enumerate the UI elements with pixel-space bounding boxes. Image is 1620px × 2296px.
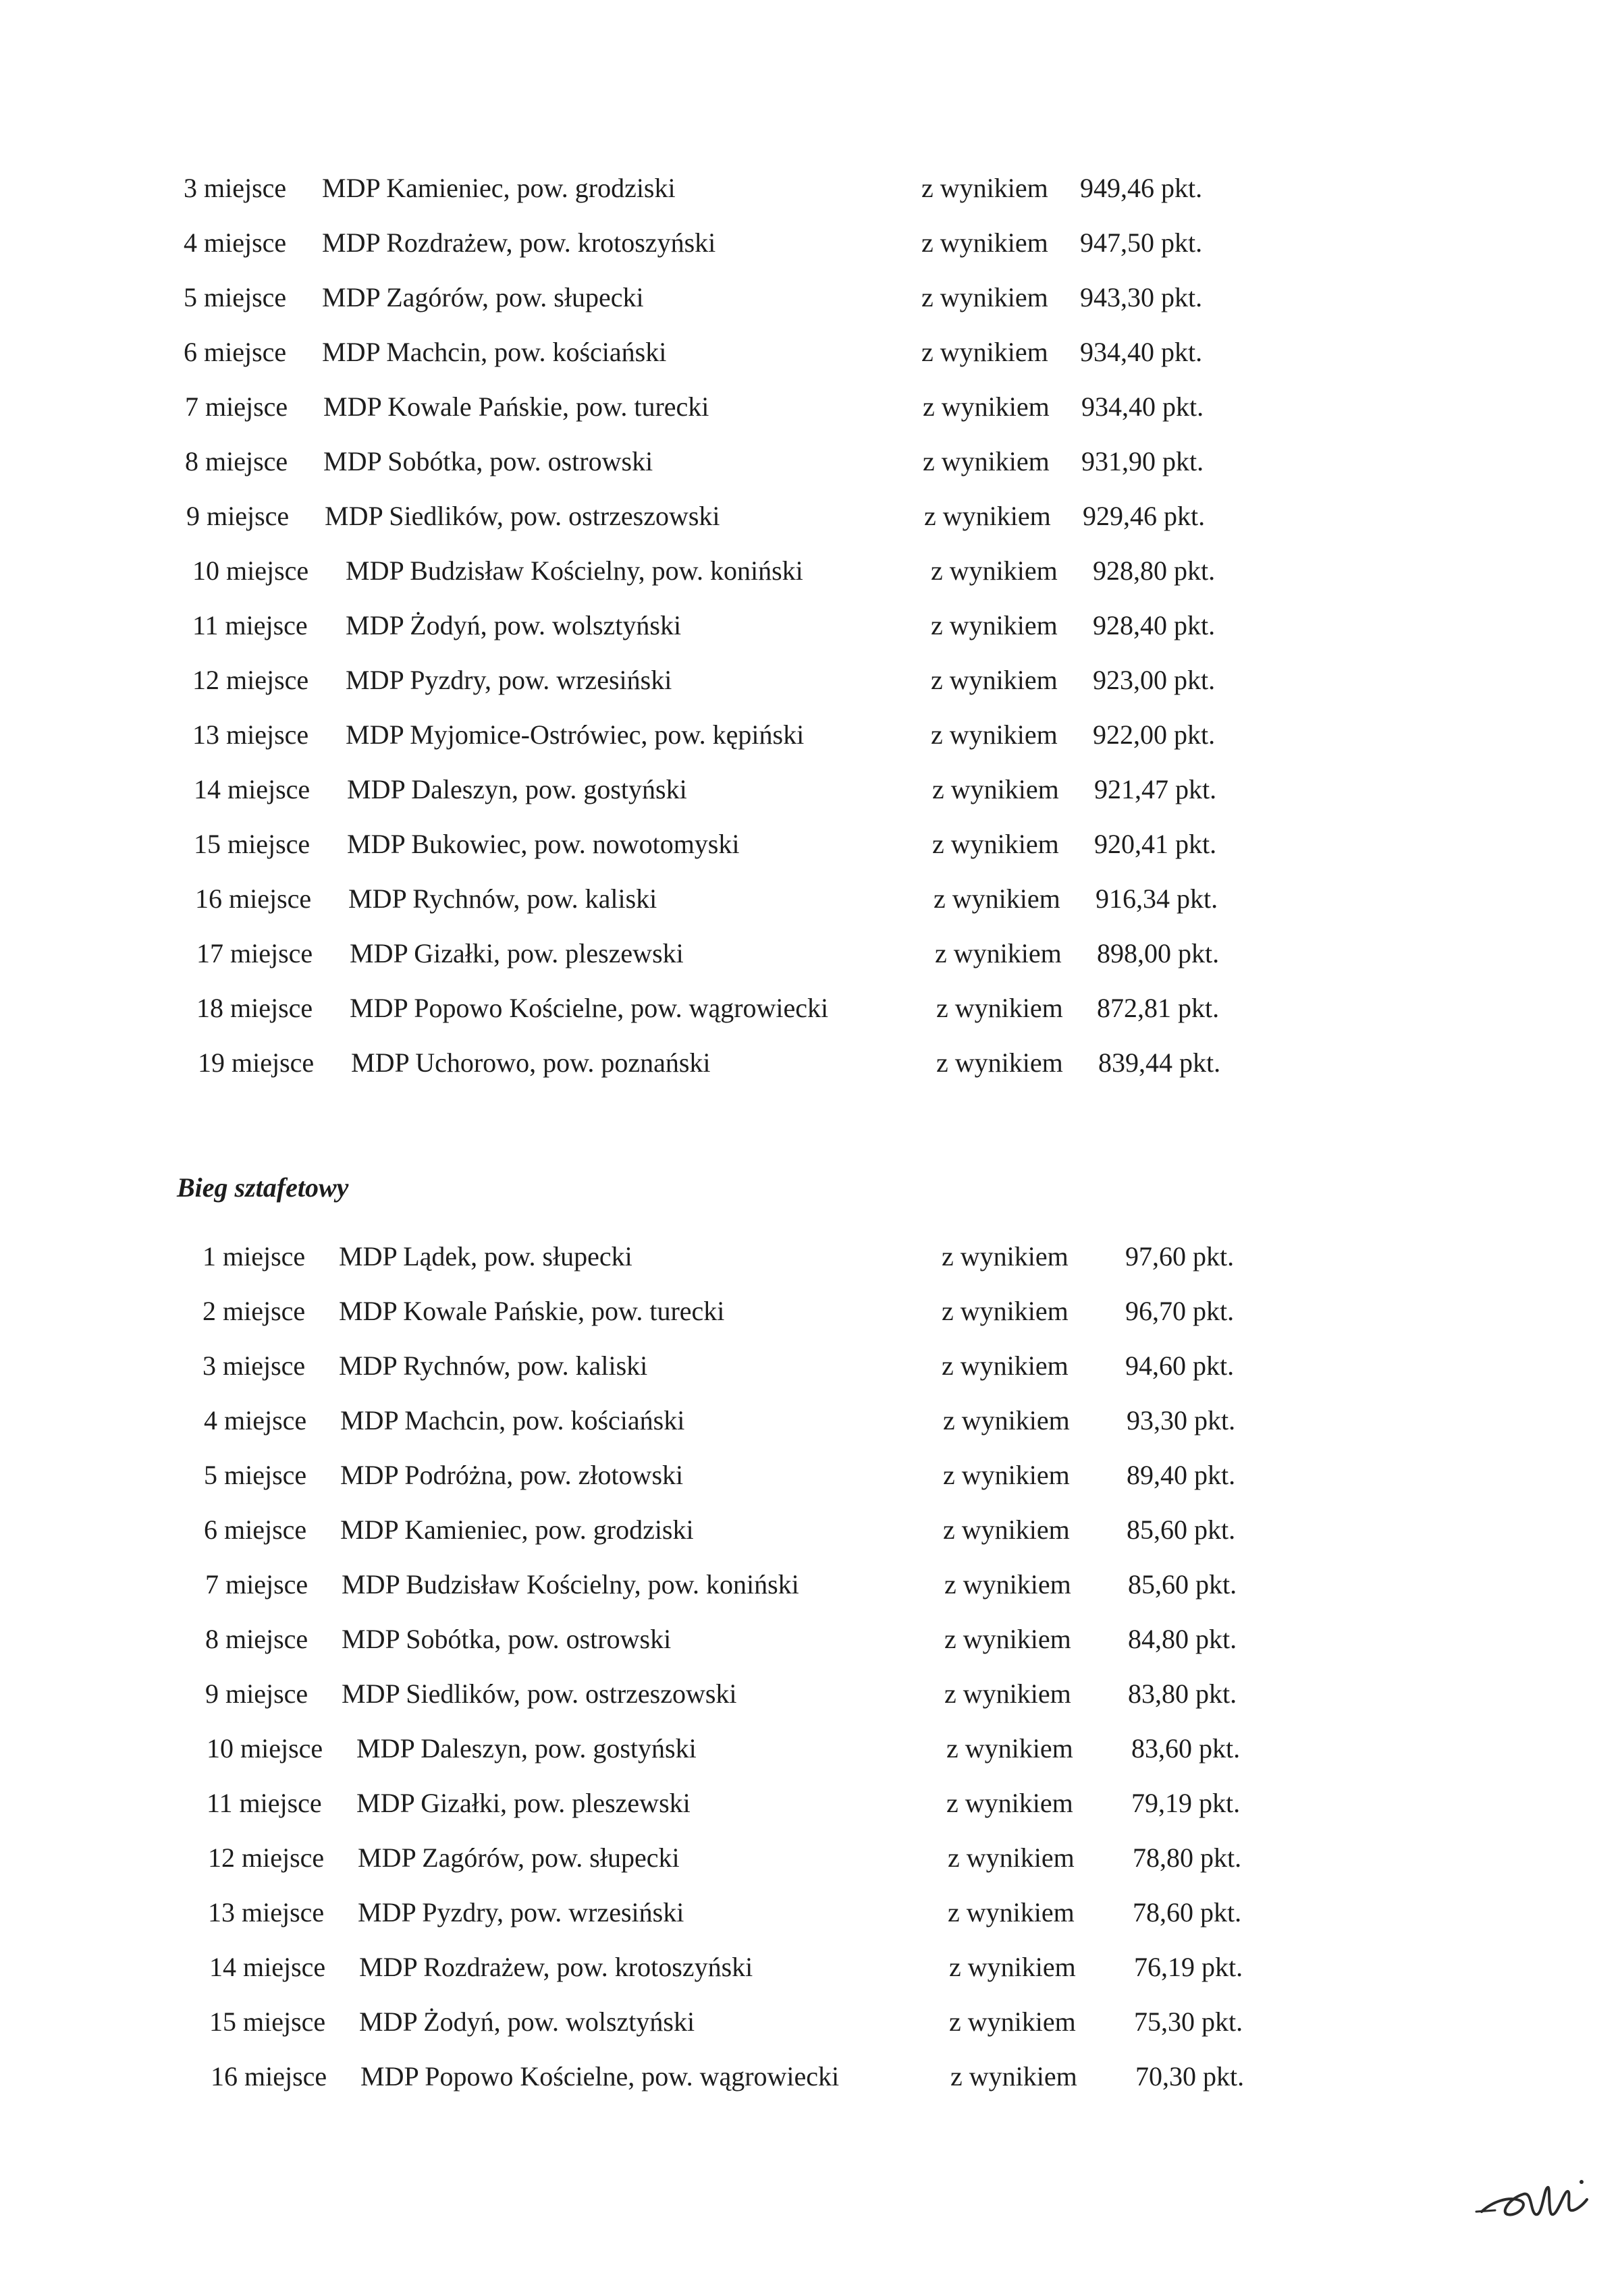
result-prefix: z wynikiem <box>931 610 1058 640</box>
score-value: 83,80 pkt. <box>1128 1678 1237 1709</box>
result-prefix: z wynikiem <box>948 1897 1075 1928</box>
score-value: 923,00 pkt. <box>1093 665 1216 695</box>
score-value: 85,60 pkt. <box>1127 1514 1236 1545</box>
place-label: 5 miejsce <box>204 1460 307 1490</box>
team-name: MDP Lądek, pow. słupecki <box>339 1241 632 1272</box>
place-label: 15 miejsce <box>209 2006 326 2037</box>
team-name: MDP Pyzdry, pow. wrzesiński <box>346 665 672 695</box>
team-name: MDP Myjomice-Ostrówiec, pow. kępiński <box>346 719 805 750</box>
result-prefix: z wynikiem <box>931 719 1058 750</box>
result-prefix: z wynikiem <box>921 337 1048 367</box>
score-value: 872,81 pkt. <box>1097 993 1220 1023</box>
place-label: 18 miejsce <box>196 993 313 1023</box>
team-name: MDP Machcin, pow. kościański <box>322 337 667 367</box>
score-value: 920,41 pkt. <box>1094 829 1217 859</box>
place-label: 6 miejsce <box>204 1514 307 1545</box>
team-name: MDP Uchorowo, pow. poznański <box>351 1047 711 1078</box>
result-prefix: z wynikiem <box>944 1678 1071 1709</box>
result-prefix: z wynikiem <box>949 2006 1076 2037</box>
score-value: 93,30 pkt. <box>1127 1405 1236 1436</box>
team-name: MDP Budzisław Kościelny, pow. koniński <box>342 1569 799 1600</box>
result-prefix: z wynikiem <box>923 446 1050 476</box>
place-label: 2 miejsce <box>202 1296 306 1326</box>
place-label: 9 miejsce <box>186 501 290 531</box>
place-label: 10 miejsce <box>207 1733 323 1764</box>
result-prefix: z wynikiem <box>942 1241 1069 1272</box>
result-prefix: z wynikiem <box>946 1788 1073 1818</box>
place-label: 10 miejsce <box>192 555 309 586</box>
place-label: 15 miejsce <box>194 829 310 859</box>
place-label: 12 miejsce <box>192 665 309 695</box>
team-name: MDP Rychnów, pow. kaliski <box>339 1350 648 1381</box>
team-name: MDP Popowo Kościelne, pow. wągrowiecki <box>360 2061 840 2092</box>
score-value: 75,30 pkt. <box>1134 2006 1243 2037</box>
result-prefix: z wynikiem <box>932 829 1059 859</box>
score-value: 931,90 pkt. <box>1081 446 1204 476</box>
team-name: MDP Gizałki, pow. pleszewski <box>350 938 684 968</box>
score-value: 83,60 pkt. <box>1131 1733 1241 1764</box>
team-name: MDP Kamieniec, pow. grodziski <box>340 1514 694 1545</box>
result-prefix: z wynikiem <box>923 391 1050 422</box>
place-label: 7 miejsce <box>185 391 288 422</box>
score-value: 929,46 pkt. <box>1083 501 1206 531</box>
team-name: MDP Rozdrażew, pow. krotoszyński <box>359 1952 753 1982</box>
place-label: 8 miejsce <box>205 1624 308 1654</box>
score-value: 934,40 pkt. <box>1081 391 1204 422</box>
place-label: 19 miejsce <box>198 1047 315 1078</box>
place-label: 4 miejsce <box>184 227 287 258</box>
place-label: 12 miejsce <box>208 1842 325 1873</box>
score-value: 94,60 pkt. <box>1125 1350 1235 1381</box>
result-prefix: z wynikiem <box>936 993 1063 1023</box>
result-prefix: z wynikiem <box>944 1569 1071 1600</box>
signature-mark <box>1468 2170 1603 2231</box>
result-prefix: z wynikiem <box>924 501 1051 531</box>
team-name: MDP Siedlików, pow. ostrzeszowski <box>342 1678 737 1709</box>
team-name: MDP Żodyń, pow. wolsztyński <box>359 2006 695 2037</box>
result-prefix: z wynikiem <box>943 1460 1070 1490</box>
team-name: MDP Sobótka, pow. ostrowski <box>323 446 653 476</box>
team-name: MDP Podróżna, pow. złotowski <box>340 1460 684 1490</box>
team-name: MDP Daleszyn, pow. gostyński <box>356 1733 697 1764</box>
result-prefix: z wynikiem <box>944 1624 1071 1654</box>
result-prefix: z wynikiem <box>932 774 1059 804</box>
score-value: 943,30 pkt. <box>1080 282 1203 312</box>
team-name: MDP Kowale Pańskie, pow. turecki <box>339 1296 725 1326</box>
team-name: MDP Rychnów, pow. kaliski <box>348 883 657 914</box>
score-value: 89,40 pkt. <box>1127 1460 1236 1490</box>
score-value: 947,50 pkt. <box>1080 227 1203 258</box>
team-name: MDP Zagórów, pow. słupecki <box>322 282 644 312</box>
team-name: MDP Daleszyn, pow. gostyński <box>347 774 687 804</box>
team-name: MDP Pyzdry, pow. wrzesiński <box>358 1897 684 1928</box>
team-name: MDP Machcin, pow. kościański <box>340 1405 685 1436</box>
result-prefix: z wynikiem <box>921 282 1048 312</box>
score-value: 916,34 pkt. <box>1096 883 1218 914</box>
result-prefix: z wynikiem <box>949 1952 1076 1982</box>
result-prefix: z wynikiem <box>942 1296 1069 1326</box>
place-label: 5 miejsce <box>184 282 287 312</box>
place-label: 4 miejsce <box>204 1405 307 1436</box>
result-prefix: z wynikiem <box>950 2061 1077 2092</box>
score-value: 922,00 pkt. <box>1093 719 1216 750</box>
score-value: 78,60 pkt. <box>1133 1897 1242 1928</box>
score-value: 898,00 pkt. <box>1097 938 1220 968</box>
place-label: 17 miejsce <box>196 938 313 968</box>
place-label: 13 miejsce <box>208 1897 325 1928</box>
place-label: 6 miejsce <box>184 337 287 367</box>
result-prefix: z wynikiem <box>931 665 1058 695</box>
result-prefix: z wynikiem <box>948 1842 1075 1873</box>
score-value: 84,80 pkt. <box>1128 1624 1237 1654</box>
score-value: 70,30 pkt. <box>1135 2061 1245 2092</box>
place-label: 14 miejsce <box>194 774 310 804</box>
team-name: MDP Sobótka, pow. ostrowski <box>342 1624 672 1654</box>
team-name: MDP Rozdrażew, pow. krotoszyński <box>322 227 716 258</box>
score-value: 934,40 pkt. <box>1080 337 1203 367</box>
score-value: 97,60 pkt. <box>1125 1241 1235 1272</box>
result-prefix: z wynikiem <box>931 555 1058 586</box>
team-name: MDP Popowo Kościelne, pow. wągrowiecki <box>350 993 829 1023</box>
team-name: MDP Kamieniec, pow. grodziski <box>322 173 676 203</box>
score-value: 928,80 pkt. <box>1093 555 1216 586</box>
team-name: MDP Kowale Pańskie, pow. turecki <box>323 391 709 422</box>
score-value: 96,70 pkt. <box>1125 1296 1235 1326</box>
section-title: Bieg sztafetowy <box>177 1172 349 1203</box>
result-prefix: z wynikiem <box>921 173 1048 203</box>
team-name: MDP Bukowiec, pow. nowotomyski <box>347 829 740 859</box>
place-label: 3 miejsce <box>184 173 287 203</box>
team-name: MDP Zagórów, pow. słupecki <box>358 1842 680 1873</box>
place-label: 9 miejsce <box>205 1678 308 1709</box>
score-value: 928,40 pkt. <box>1093 610 1216 640</box>
place-label: 1 miejsce <box>202 1241 306 1272</box>
score-value: 76,19 pkt. <box>1134 1952 1243 1982</box>
place-label: 13 miejsce <box>192 719 309 750</box>
team-name: MDP Budzisław Kościelny, pow. koniński <box>346 555 803 586</box>
score-value: 79,19 pkt. <box>1131 1788 1241 1818</box>
place-label: 11 miejsce <box>192 610 308 640</box>
result-prefix: z wynikiem <box>942 1350 1069 1381</box>
place-label: 7 miejsce <box>205 1569 308 1600</box>
result-prefix: z wynikiem <box>936 1047 1063 1078</box>
place-label: 11 miejsce <box>207 1788 322 1818</box>
result-prefix: z wynikiem <box>946 1733 1073 1764</box>
score-value: 921,47 pkt. <box>1094 774 1217 804</box>
score-value: 85,60 pkt. <box>1128 1569 1237 1600</box>
place-label: 16 miejsce <box>195 883 312 914</box>
place-label: 16 miejsce <box>211 2061 327 2092</box>
result-prefix: z wynikiem <box>935 938 1062 968</box>
team-name: MDP Siedlików, pow. ostrzeszowski <box>325 501 720 531</box>
score-value: 949,46 pkt. <box>1080 173 1203 203</box>
result-prefix: z wynikiem <box>943 1514 1070 1545</box>
place-label: 14 miejsce <box>209 1952 326 1982</box>
result-prefix: z wynikiem <box>921 227 1048 258</box>
score-value: 839,44 pkt. <box>1098 1047 1221 1078</box>
result-prefix: z wynikiem <box>934 883 1060 914</box>
score-value: 78,80 pkt. <box>1133 1842 1242 1873</box>
result-prefix: z wynikiem <box>943 1405 1070 1436</box>
team-name: MDP Gizałki, pow. pleszewski <box>356 1788 691 1818</box>
place-label: 3 miejsce <box>202 1350 306 1381</box>
place-label: 8 miejsce <box>185 446 288 476</box>
team-name: MDP Żodyń, pow. wolsztyński <box>346 610 682 640</box>
